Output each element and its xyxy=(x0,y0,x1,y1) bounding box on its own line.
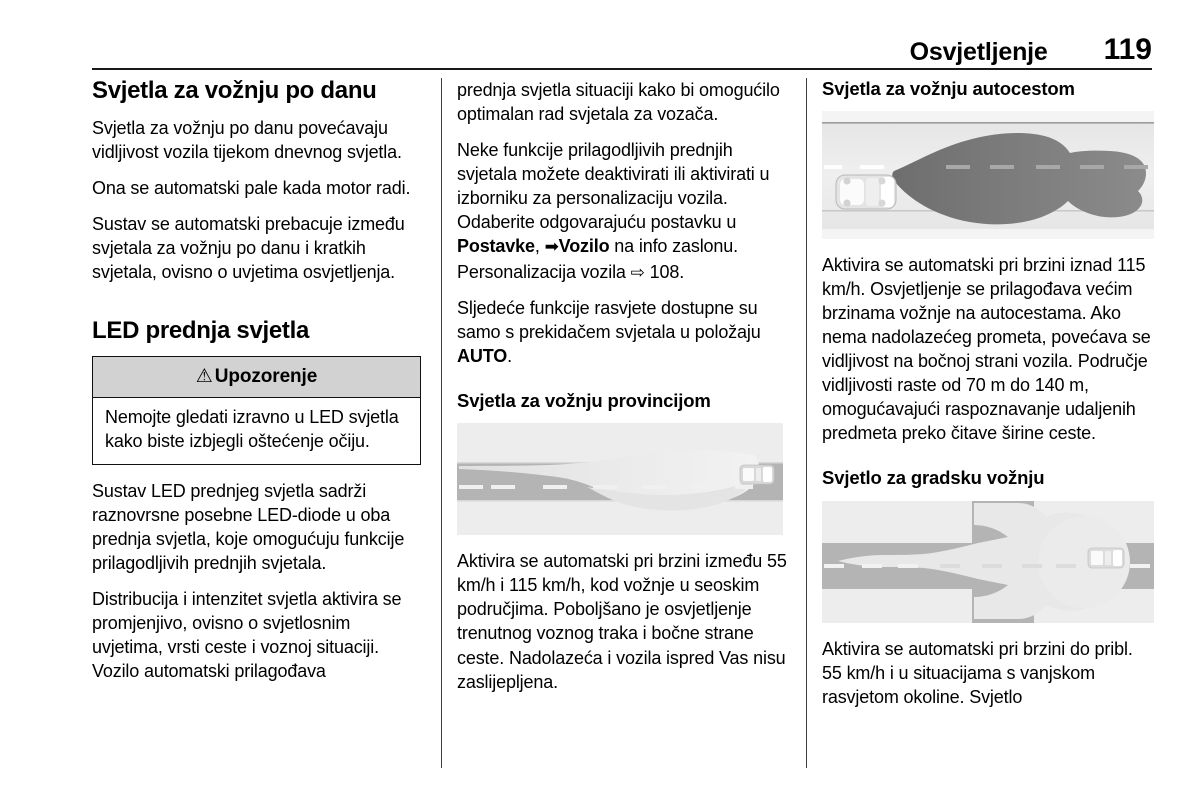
paragraph-text: . xyxy=(507,346,512,367)
column-2 xyxy=(457,78,789,768)
warning-heading-label: Upozorenje xyxy=(214,365,318,387)
subsection-title-country-lights: Svjetla za vožnju provincijom xyxy=(457,390,711,412)
paragraph: Aktivira se automatski pri brzini iznad 115 km/h. Osvjetljenje se prilagođava većim brzinama vožnje na autocestama. Ako nema nadolazećeg prometa, povećava se vidljivost na bočnoj strani vozila. Područje vidljivosti raste od 70 m do 140 m, omogućavajući raspoznavanje udaljenih predmeta preko čitave širine ceste. xyxy=(822,255,1151,444)
paragraph: prednja svjetla situaciji kako bi omogućilo optimalan rad svjetala za vozača. xyxy=(457,80,780,125)
section-title-led-headlights: LED prednja svjetla xyxy=(92,316,310,344)
spacer xyxy=(92,296,424,318)
cross-reference-label: Personalizacija vozila xyxy=(457,262,626,283)
paragraph-personalization xyxy=(457,138,789,258)
column-divider xyxy=(806,78,807,768)
subsection-title-city-lights: Svjetlo za gradsku vožnju xyxy=(822,467,1045,489)
paragraph-text: Neke funkcije prilagodljivih prednjih svjetala možete deaktivirati ili aktivirati u izborniku za personalizaciju vozila. Odaberite odgovarajuću postavku u xyxy=(457,140,770,233)
city-light-figure xyxy=(822,501,1154,623)
spacer xyxy=(822,457,1154,467)
warning-triangle-icon: ⚠ xyxy=(195,365,213,387)
column-1 xyxy=(92,78,424,768)
column-divider xyxy=(441,78,442,768)
menu-path-settings: Postavke xyxy=(457,236,535,257)
car-top-view xyxy=(836,175,896,209)
menu-path-vehicle: Vozilo xyxy=(558,236,610,257)
car-top-view xyxy=(740,465,774,484)
subsection-title-highway-lights: Svjetla za vožnju autocestom xyxy=(822,78,1075,99)
paragraph-text: na info zaslonu. xyxy=(609,236,738,257)
paragraph-text: , xyxy=(534,236,545,257)
spacer xyxy=(457,380,789,390)
paragraph: Sustav se automatski prebacuje između svjetala za vožnju po danu i kratkih svjetala, ovisno o uvjetima osvjetljenja. xyxy=(92,213,405,282)
paragraph-auto-switch xyxy=(457,296,789,368)
paragraph: Aktivira se automatski pri brzini između 55 km/h i 115 km/h, kod vožnje u seoskim područjima. Poboljšano je osvjetljenje trenutnog voznog traka i bočne strane ceste. Nadolazeća i vozila ispred Vas nisu zaslijepljena. xyxy=(457,551,787,692)
paragraph: Aktivira se automatski pri brzini do pribl. 55 km/h i u situacijama s vanjskom rasvjetom okoline. Svjetlo xyxy=(822,638,1133,707)
page-header xyxy=(92,28,1152,70)
page-number: 119 xyxy=(1103,33,1152,66)
switch-position-auto: AUTO xyxy=(457,346,508,367)
warning-box-body: Nemojte gledati izravno u LED svjetla kako biste izbjegli oštećenje očiju. xyxy=(93,398,420,464)
paragraph: Svjetla za vožnju po danu povećavaju vidljivost vozila tijekom dnevnog svjetla. xyxy=(92,117,402,162)
arrow-right-hollow-icon: ⇨ xyxy=(630,263,645,283)
paragraph: Distribucija i intenzitet svjetla aktivira se promjenjivo, ovisno o svjetlosnim uvjetima, vrsti ceste i voznoj situaciji. Vozilo automatski prilagođava xyxy=(92,588,402,681)
page-title: Osvjetljenje xyxy=(909,38,1048,66)
paragraph: Sustav LED prednjeg svjetla sadrži raznovrsne posebne LED-diode u oba prednja svjetla, koje omogućuju funkcije prilagodljivih prednjih svjetala. xyxy=(92,480,405,573)
country-road-light-figure xyxy=(457,423,789,535)
warning-box-header xyxy=(93,357,420,398)
highway-light-figure xyxy=(822,111,1154,239)
column-gap-2 xyxy=(789,78,822,768)
column-3 xyxy=(822,78,1154,768)
page-columns xyxy=(92,78,1154,768)
cross-reference-page: 108. xyxy=(649,262,685,283)
arrow-right-solid-icon: ➡ xyxy=(544,237,559,257)
section-title-daytime-lights: Svjetla za vožnju po danu xyxy=(92,77,377,104)
warning-box xyxy=(92,356,421,465)
car-top-view xyxy=(1088,548,1124,568)
paragraph: Ona se automatski pale kada motor radi. xyxy=(92,177,411,198)
column-gap-1 xyxy=(424,78,457,768)
paragraph-text: Sljedeće funkcije rasvjete dostupne su samo s prekidačem svjetala u položaju xyxy=(457,298,761,343)
cross-reference xyxy=(457,260,789,284)
